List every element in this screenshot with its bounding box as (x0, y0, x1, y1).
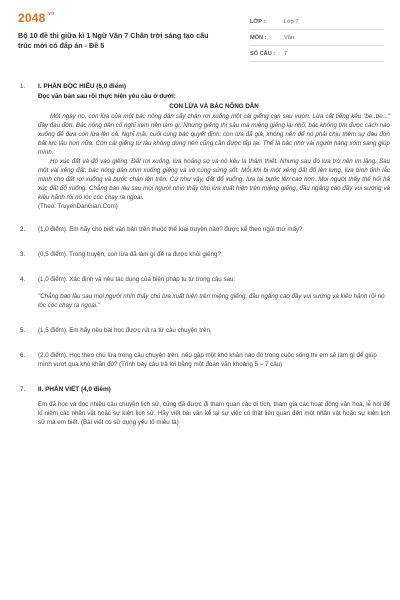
meta-row-question-count (250, 46, 384, 62)
section-title-reading: I. PHẦN ĐỌC HIỂU (6,0 điểm) (38, 83, 127, 90)
meta-value: Lớp 7 (284, 18, 299, 25)
meta-label: MÔN : (250, 34, 267, 41)
story-title: CON LỪA VÀ BÁC NÔNG DÂN (169, 103, 259, 110)
meta-row-subject (250, 30, 384, 46)
question-text: Em đã học và đọc nhiều câu chuyện lịch sử, cũng đã được đi tham quan các di tích, tham gia các hoạt động văn hoá, lễ hội để kỉ niệm các nhân vật hoặc sự kiện lịch sử. Hãy viết bài văn kể lại sự việc có thật liên quan đến một nhân vật hoặc sự kiện lịch sử mà em biết. (Bài viết có sử dụng yếu tố miêu tả) (38, 401, 390, 426)
question-7 (20, 385, 390, 427)
question-number: 7. (20, 386, 26, 393)
meta-info-box (250, 14, 384, 62)
question-number: 3. (20, 251, 26, 258)
question-4 (20, 275, 390, 310)
question-number: 1. (20, 83, 26, 90)
question-2 (20, 225, 390, 234)
question-text: (0,5 điểm). Trong truyện, con lừa đã làm gì để ra được khỏi giếng? (38, 251, 221, 258)
page-header (0, 0, 400, 64)
meta-label: SỐ CÂU : (250, 50, 276, 57)
question-text: (1,5 điểm). Em hãy nêu bài học được rút ra từ câu chuyện trên. (38, 327, 212, 334)
exam-content (20, 82, 390, 427)
question-6 (20, 351, 390, 369)
meta-label: LỚP : (250, 18, 266, 25)
story-paragraph: Một ngày no, con lừa của một bác nông dân sẩy chân rơi xuống một cái giếng cạn sau vườn. Lừa cất tiếng kêu "be..be..." đầy đau đớn. Bác nông dân cố nghĩ xem nên làm gì. Nhưng giếng thì sâu mà miệng giếng lại nhỏ, bác không tìm được cách nào xuống để đưa con lừa lên cả. Nghĩ mãi, cuối cùng bác quyết định: con lừa đã già, không nên để nó phải chịu thêm sự đau đớn bất lực lâu hơn nữa. Còn cái giếng từ lâu không dùng nên cũng cần được lấp lại. Thế là bác nhờ vài người hàng xóm sang giúp mình. (38, 113, 390, 156)
question-number: 6. (20, 352, 26, 359)
section-title-writing: II. PHẦN VIẾT (4,0 điểm) (38, 386, 111, 393)
document-title: Bộ 10 đề thi giữa kì 1 Ngữ Văn 7 Chân trời sáng tạo cấu trúc mới có đáp án - Đề 5 (18, 31, 209, 50)
question-quote: "Chẳng bao lâu sau mọi người nhìn thấy chú lừa xuất hiện trên miệng giếng, đầu ngẩng cao đầy vui sướng và kiêu hãnh rồi nó lóc cóc chạy ra ngoài." (38, 293, 385, 309)
story-source: (Theo: TruyenDanGian.Com) (38, 203, 118, 210)
meta-row-grade (250, 14, 384, 30)
site-logo[interactable] (18, 11, 54, 25)
story-paragraph: Họ xúc đất và đổ vào giếng. Đất rơi xuống, lừa hoảng sợ và nó kêu la thảm thiết. Nhưng sau đó lừa trở nên im lặng. Sau một vài xẻng đất, bác nông dân nhìn xuống giếng và vô cùng sửng sốt. Mỗi khi bị một xẻng đất đổ lên lưng, lừa bình tĩnh lắc mình cho đất rơi xuống và bước chân lên trên. Cứ như vậy, đất đổ xuống, lừa lại bước lên cao hơn. Mọi người thấy thế hối hả xúc đất đổ xuống. Chẳng bao lâu sau mọi người nhìn thấy chú lừa xuất hiện trên miệng giếng, đầu ngẩng cao đầy vui sướng và kiêu hãnh rồi nó lóc cóc chạy ra ngoài. (38, 158, 390, 201)
question-number: 5. (20, 327, 26, 334)
question-3 (20, 250, 390, 259)
logo-suffix: .vn (46, 11, 55, 17)
question-number: 4. (20, 276, 26, 283)
question-text: (2,0 điểm). Học theo chú lừa trong câu chuyện trên, nếu gặp một khó khăn nào đó trong cuộc sống thì em sẽ làm gì để giúp mình vượt qua khó khăn đó? (Trình bày câu trả lời bằng một đoạn văn khoảng 5 – 7 câu) (38, 352, 377, 368)
meta-value: 7 (284, 50, 288, 57)
question-1 (20, 82, 390, 211)
reading-instruction: Đọc văn bản sau rồi thực hiện yêu cầu ở dưới: (38, 93, 176, 100)
meta-value: Văn (284, 34, 294, 41)
logo-text: 2048 (18, 11, 46, 25)
question-text: (1,0 điểm). Em hãy cho biết văn bản trên thuộc thể loại truyện nào? được kể theo ngôi thứ mấy? (38, 226, 303, 233)
question-text: (1,0 điểm). Xác định và nêu tác dụng của biện pháp tu từ trong câu sau: (38, 276, 236, 283)
question-5 (20, 326, 390, 335)
question-number: 2. (20, 226, 26, 233)
